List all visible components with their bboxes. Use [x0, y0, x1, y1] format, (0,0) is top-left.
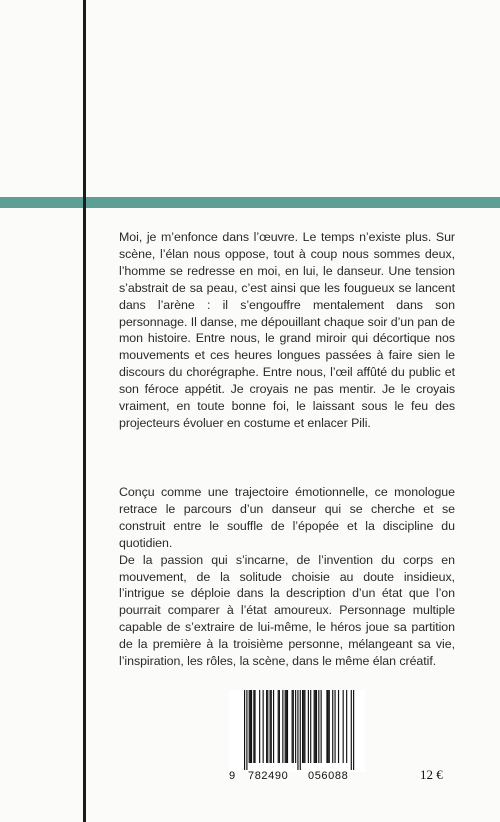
barcode-bars	[234, 690, 360, 770]
barcode-bar	[353, 690, 354, 770]
barcode-bar	[302, 690, 303, 763]
barcode-bar	[351, 690, 352, 770]
barcode-bar	[308, 690, 309, 763]
barcode-bar	[326, 690, 327, 763]
barcode-bar	[271, 690, 272, 763]
barcode-bar	[292, 690, 293, 763]
barcode-bar	[270, 690, 271, 763]
isbn-left-group: 782490	[248, 770, 289, 782]
barcode-bar	[278, 690, 279, 763]
barcode-bar	[315, 690, 316, 763]
barcode-bar	[310, 690, 311, 763]
barcode-bar	[332, 690, 333, 763]
barcode-bar	[314, 690, 315, 763]
barcode-bar	[259, 690, 260, 763]
barcode-bar	[254, 690, 255, 763]
barcode-bar	[329, 690, 330, 763]
barcode-bar	[285, 690, 286, 763]
barcode-bar	[266, 690, 267, 763]
isbn-barcode	[229, 690, 365, 772]
isbn-right-group: 056088	[308, 770, 349, 782]
barcode-bar	[253, 690, 254, 763]
summary-paragraph-1: Conçu comme une trajectoire émotionnelle, ce monologue retrace le parcours d’un danseur qui se cherche et se construit entre le souffle de l’épopée et la discipline du quotidien.	[119, 485, 455, 550]
barcode-bar	[334, 690, 335, 763]
barcode-bar	[249, 690, 250, 763]
barcode-bar	[251, 690, 252, 763]
barcode-bar	[250, 690, 251, 763]
barcode-bar	[346, 690, 347, 763]
barcode-bar	[282, 690, 283, 763]
barcode-bar	[244, 690, 245, 770]
barcode-bar	[263, 690, 264, 763]
price-label: 12 €	[420, 767, 443, 782]
vertical-rule	[83, 0, 86, 822]
barcode-bar	[300, 690, 301, 770]
barcode-bar	[343, 690, 344, 763]
barcode-bar	[318, 690, 319, 763]
barcode-bar	[304, 690, 305, 763]
barcode-bar	[295, 690, 296, 763]
summary-paragraph-2: De la passion qui s’incarne, de l’invention du corps en mouvement, de la solitude choisie au doute insidieux, l’intrigue se déploie dans la description d’un état que l’on pourrait comparer à l’état amoureux. Personnage multiple capable de s’extraire de lui-même, le héros joue sa partition de la première à la troisième personne, mélangeant sa vie, l’inspiration, les rôles, la scène, dans le même élan créatif.	[119, 552, 455, 669]
barcode-bar	[267, 690, 268, 763]
summary-text	[119, 484, 455, 670]
barcode-bar	[279, 690, 280, 763]
barcode-bar	[316, 690, 317, 763]
barcode-bar	[293, 690, 294, 763]
barcode-bar	[273, 690, 274, 763]
isbn-digits	[229, 770, 365, 818]
excerpt-paragraph: Moi, je m’enfonce dans l’œuvre. Le temps n’existe plus. Sur scène, l’élan nous oppose, tout à coup nous sommes deux, l’homme se redresse en moi, en lui, le danseur. Une tension s’abstrait de sa peau, c’est ainsi que les fougueux se lancent dans l’arène : il s’engouffre mentalement dans son personnage. Il danse, me dépouillant chaque soir d’un pan de mon histoire. Entre nous, le grand miroir qui décortique nos mouvements et ces heures longues passées à faire sien le discours du chorégraphe. Entre nous, l’œil affûté du public et son féroce appétit. Je croyais ne pas mentir. Je le croyais vraiment, en toute bonne foi, le laissant sous le feu des projecteurs évoluer en costume et enlacer Pili.	[119, 230, 455, 430]
barcode-bar	[303, 690, 304, 763]
excerpt-text	[119, 229, 455, 432]
barcode-bar	[287, 690, 288, 763]
barcode-bar	[321, 690, 322, 763]
barcode-bar	[297, 690, 298, 770]
barcode-bar	[246, 690, 247, 770]
teal-band	[0, 197, 500, 208]
isbn-first-digit: 9	[229, 770, 236, 782]
barcode-bar	[328, 690, 329, 763]
barcode-bar	[286, 690, 287, 763]
barcode-bar	[338, 690, 339, 763]
